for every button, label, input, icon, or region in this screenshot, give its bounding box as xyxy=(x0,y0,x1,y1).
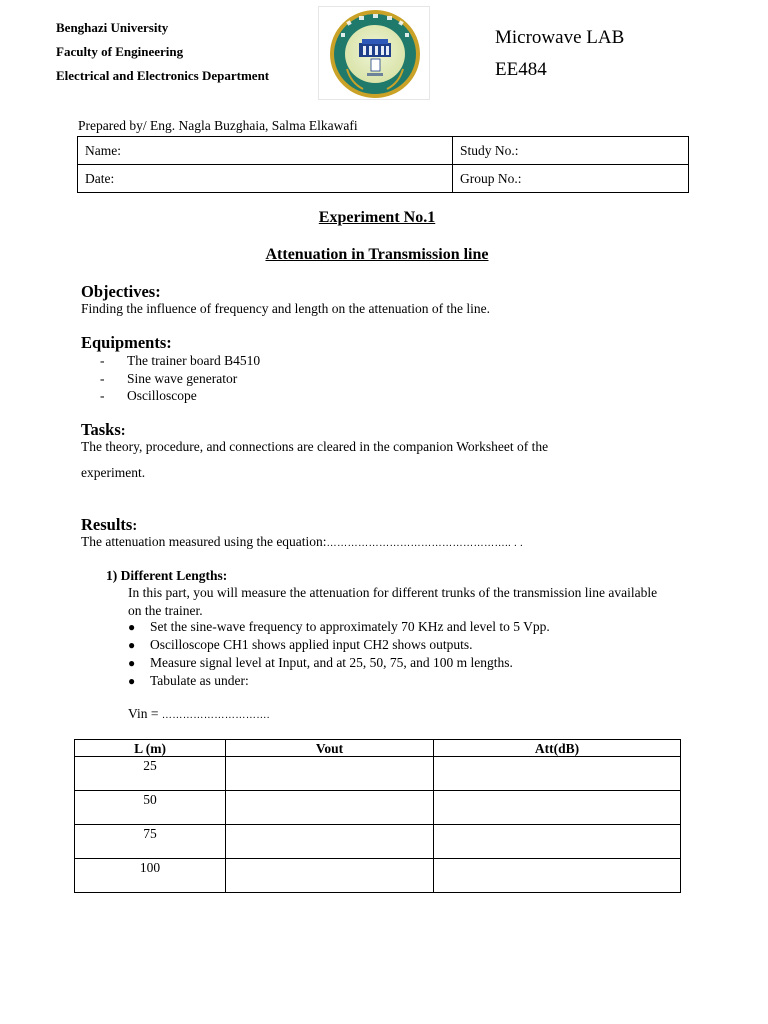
header-vout: Vout xyxy=(226,740,434,757)
tasks-text-line1: The theory, procedure, and connections are cleared in the companion Worksheet of the xyxy=(81,439,549,454)
group-number-field[interactable]: Group No.: xyxy=(453,165,689,193)
table-row xyxy=(75,757,681,791)
procedure-list xyxy=(128,618,550,690)
university-name: Benghazi University xyxy=(56,20,169,35)
institution-header xyxy=(56,16,269,88)
section-different-lengths-heading: 1) Different Lengths: xyxy=(106,568,228,583)
study-number-field[interactable]: Study No.: xyxy=(453,137,689,165)
vout-cell[interactable] xyxy=(226,757,434,791)
equipment-list xyxy=(100,352,260,405)
vout-cell[interactable] xyxy=(226,825,434,859)
lab-header xyxy=(495,22,624,86)
table-row xyxy=(75,791,681,825)
objectives-heading: Objectives: xyxy=(81,282,161,301)
list-item: - The trainer board B4510 xyxy=(100,353,261,368)
att-cell[interactable] xyxy=(434,791,681,825)
info-row xyxy=(78,165,689,193)
list-item: ● Set the sine-wave frequency to approximately 70 KHz and level to 5 Vpp. xyxy=(128,619,550,634)
length-cell: 25 xyxy=(75,757,226,791)
list-item: - Sine wave generator xyxy=(100,370,238,386)
equation-blank[interactable]: …………………………………………….. . . xyxy=(326,538,524,549)
faculty-name: Faculty of Engineering xyxy=(56,44,184,59)
objectives-text: Finding the influence of frequency and length on the attenuation of the line. xyxy=(81,301,491,316)
results-table xyxy=(74,739,681,893)
vin-blank[interactable]: …………………………. xyxy=(161,710,270,721)
att-cell[interactable] xyxy=(434,859,681,893)
vout-cell[interactable] xyxy=(226,859,434,893)
length-cell: 75 xyxy=(75,825,226,859)
equipments-heading: Equipments: xyxy=(81,333,172,352)
tasks-text-line2: experiment. xyxy=(81,465,146,480)
length-cell: 50 xyxy=(75,791,226,825)
info-row xyxy=(78,137,689,165)
experiment-title: Attenuation in Transmission line xyxy=(265,246,489,263)
university-seal-icon xyxy=(329,9,421,99)
tasks-heading: Tasks: xyxy=(81,420,126,439)
date-field[interactable]: Date: xyxy=(78,165,453,193)
header-attenuation: Att(dB) xyxy=(434,740,681,757)
department-name: Electrical and Electronics Department xyxy=(56,68,270,83)
name-field[interactable]: Name: xyxy=(78,137,453,165)
student-info-table xyxy=(77,136,689,193)
list-item: - Oscilloscope xyxy=(100,388,197,403)
list-item: ● Oscilloscope CH1 shows applied input CH2 shows outputs. xyxy=(128,637,473,652)
lab-name: Microwave LAB xyxy=(495,27,625,48)
vin-line: Vin = …………………………. xyxy=(128,706,270,721)
att-cell[interactable] xyxy=(434,757,681,791)
table-header-row xyxy=(75,740,681,757)
length-cell: 100 xyxy=(75,859,226,893)
table-row xyxy=(75,825,681,859)
university-logo xyxy=(318,6,430,100)
list-item: ● Tabulate as under: xyxy=(128,673,249,688)
experiment-number: Experiment No.1 xyxy=(318,209,436,226)
prepared-by: Prepared by/ Eng. Nagla Buzghaia, Salma Elkawafi xyxy=(78,118,358,133)
results-heading: Results: xyxy=(81,515,138,534)
list-item: ● Measure signal level at Input, and at 25, 50, 75, and 100 m lengths. xyxy=(128,655,513,670)
table-row xyxy=(75,859,681,893)
header-length: L (m) xyxy=(75,740,226,757)
section-intro: In this part, you will measure the attenuation for different trunks of the transmission line available on the trainer. xyxy=(128,585,658,618)
att-cell[interactable] xyxy=(434,825,681,859)
vout-cell[interactable] xyxy=(226,791,434,825)
course-code: EE484 xyxy=(495,59,547,80)
results-equation: The attenuation measured using the equation:…………………………………………….. . . xyxy=(81,534,524,549)
